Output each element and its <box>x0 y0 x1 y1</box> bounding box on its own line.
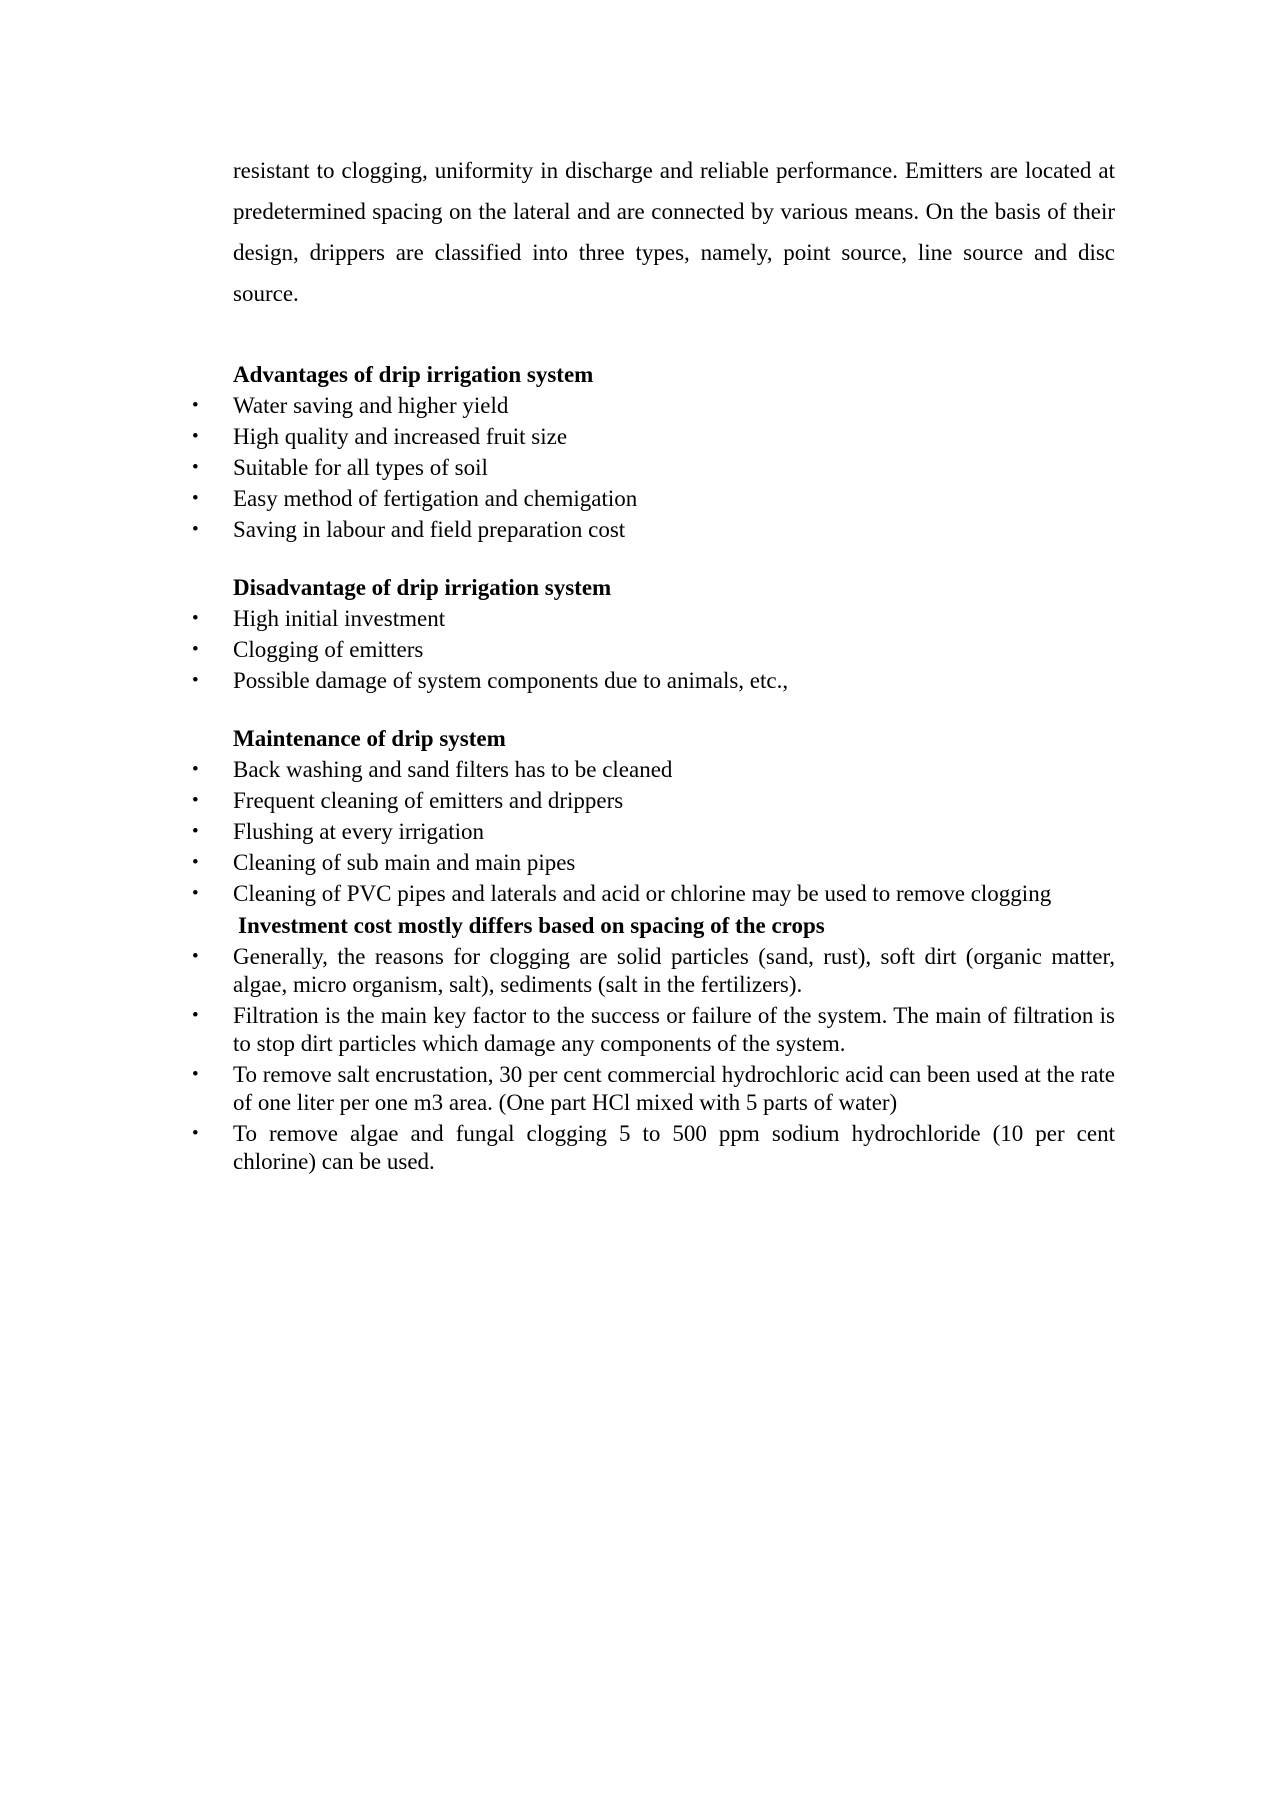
list-item: • High initial investment <box>233 605 1115 633</box>
maintenance-list <box>233 756 1115 908</box>
list-item: • Easy method of fertigation and chemigation <box>233 485 1115 513</box>
advantages-list <box>233 392 1115 544</box>
list-item: • High quality and increased fruit size <box>233 423 1115 451</box>
section-heading-advantages: Advantages of drip irrigation system <box>233 362 594 387</box>
list-item: • Possible damage of system components due to animals, etc., <box>233 667 1115 695</box>
section-heading-maintenance: Maintenance of drip system <box>233 726 506 751</box>
list-item: • Cleaning of PVC pipes and laterals and acid or chlorine may be used to remove clogging <box>233 880 1115 908</box>
list-item: • Back washing and sand filters has to be cleaned <box>233 756 1115 784</box>
list-item: • Saving in labour and field preparation cost <box>233 516 1115 544</box>
list-item: • To remove algae and fungal clogging 5 to 500 ppm sodium hydrochloride (10 per cent chlorine) can be used. <box>233 1120 1115 1176</box>
section-investment-cost <box>233 911 1115 1176</box>
list-item: • Generally, the reasons for clogging are solid particles (sand, rust), soft dirt (organic matter, algae, micro organism, salt), sediments (salt in the fertilizers). <box>233 943 1115 999</box>
list-item: • Filtration is the main key factor to the success or failure of the system. The main of filtration is to stop dirt particles which damage any components of the system. <box>233 1002 1115 1058</box>
intro-paragraph: resistant to clogging, uniformity in discharge and reliable performance. Emitters are located at predetermined spacing on the lateral and are connected by various means. On the basis of their design, drippers are classified into three types, namely, point source, line source and disc source. <box>233 158 1115 306</box>
section-advantages <box>233 360 1115 544</box>
list-item: • Clogging of emitters <box>233 636 1115 664</box>
investment-cost-list <box>233 943 1115 1176</box>
list-item: • Cleaning of sub main and main pipes <box>233 849 1115 877</box>
section-maintenance <box>233 724 1115 908</box>
section-heading-investment-cost: Investment cost mostly differs based on spacing of the crops <box>238 913 825 938</box>
section-heading-disadvantages: Disadvantage of drip irrigation system <box>233 575 612 600</box>
list-item: • Suitable for all types of soil <box>233 454 1115 482</box>
list-item: • To remove salt encrustation, 30 per cent commercial hydrochloric acid can been used at the rate of one liter per one m3 area. (One part HCl mixed with 5 parts of water) <box>233 1061 1115 1117</box>
list-item: • Flushing at every irrigation <box>233 818 1115 846</box>
disadvantages-list <box>233 605 1115 695</box>
list-item: • Frequent cleaning of emitters and drippers <box>233 787 1115 815</box>
section-disadvantages <box>233 573 1115 695</box>
list-item: • Water saving and higher yield <box>233 392 1115 420</box>
